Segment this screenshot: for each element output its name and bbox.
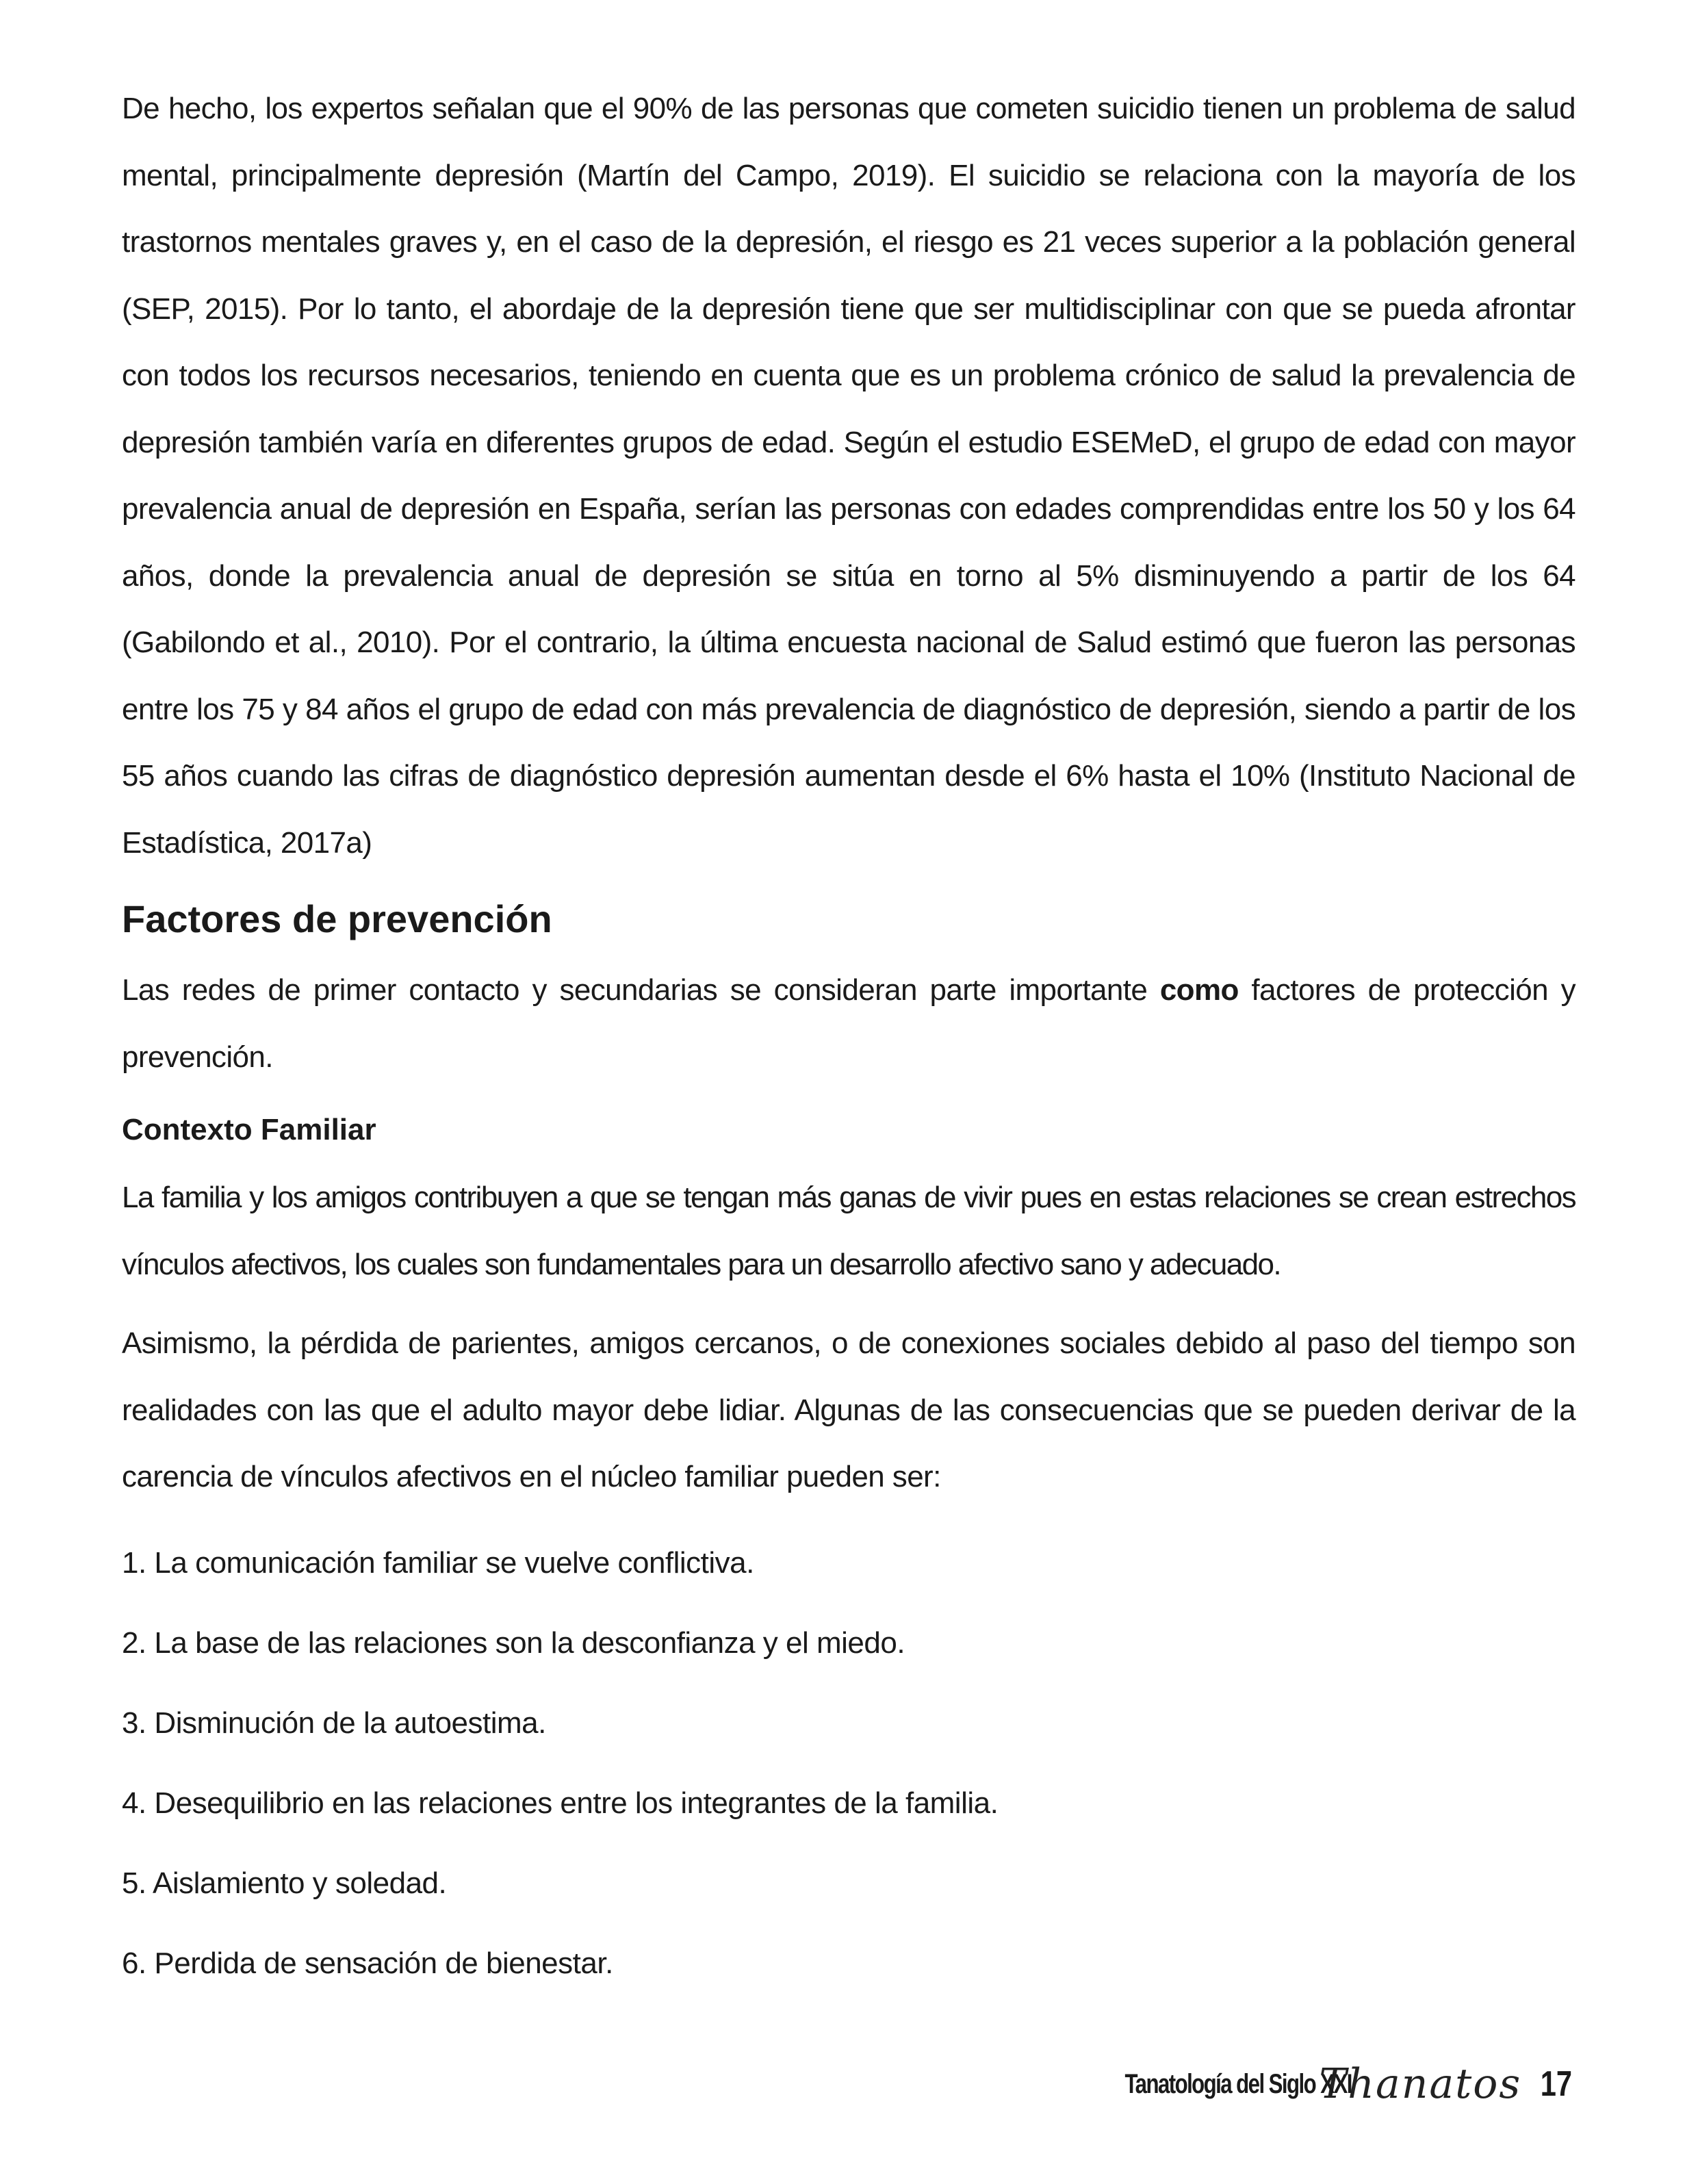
section-heading: Factores de prevención — [122, 897, 552, 940]
paragraph-loss-consequences: Asimismo, la pérdida de parientes, amigos cercanos, o de conexiones sociales debido al paso del tiempo son realidades con las que el adulto mayor debe lidiar. Algunas de las consecuencias que se pueden derivar de la carencia de vínculos afectivos en el núcleo familiar pueden ser: — [122, 1326, 1575, 1493]
paragraph-prevention-networks — [122, 957, 1575, 1090]
paragraph-prevention-bold-word: como — [1159, 973, 1239, 1007]
list-item: 3. Disminución de la autoestima. — [122, 1706, 546, 1740]
list-item: 2. La base de las relaciones son la desconfianza y el miedo. — [122, 1626, 905, 1660]
page-body — [122, 75, 1575, 2003]
paragraph-prevention-text-end: factores de protección y prevención. — [122, 973, 1575, 1074]
footer-logo: Thanatos — [1319, 2060, 1522, 2108]
paragraph-family-friends: La familia y los amigos contribuyen a que se tengan más ganas de vivir pues en estas relaciones se crean estrechos vínculos afectivos, los cuales son fundamentales para un desarrollo afectivo sano y adecuado. — [122, 1181, 1575, 1281]
list-item: 5. Aislamiento y soledad. — [122, 1866, 447, 1900]
footer-journal-title: Tanatología del Siglo XXI — [1124, 2068, 1352, 2099]
page-number: 17 — [1540, 2064, 1573, 2104]
sub-heading: Contexto Familiar — [122, 1113, 376, 1146]
list-item: 1. La comunicación familiar se vuelve conflictiva. — [122, 1545, 754, 1580]
list-item: 4. Desequilibrio en las relaciones entre los integrantes de la familia. — [122, 1786, 999, 1820]
consequences-list — [122, 1523, 1575, 2003]
page-footer — [1061, 2057, 1576, 2111]
paragraph-prevention-text-start: Las redes de primer contacto y secundarias se consideran parte importante — [122, 973, 1160, 1007]
paragraph-depression-statistics: De hecho, los expertos señalan que el 90% de las personas que cometen suicidio tienen un problema de salud mental, principalmente depresión (Martín del Campo, 2019). El suicidio se relaciona con la mayoría de los trastornos mentales graves y, en el caso de la depresión, el riesgo es 21 veces superior a la población general (SEP, 2015). Por lo tanto, el abordaje de la depresión tiene que ser multidisciplinar con que se pueda afrontar con todos los recursos necesarios, teniendo en cuenta que es un problema crónico de salud la prevalencia de depresión también varía en diferentes grupos de edad. Según el estudio ESEMeD, el grupo de edad con mayor prevalencia anual de depresión en España, serían las personas con edades comprendidas entre los 50 y los 64 años, donde la prevalencia anual de depresión se sitúa en torno al 5% disminuyendo a partir de los 64 (Gabilondo et al., 2010). Por el contrario, la última encuesta nacional de Salud estimó que fueron las personas entre los 75 y 84 años el grupo de edad con más prevalencia de diagnóstico de depresión, siendo a partir de los 55 años cuando las cifras de diagnóstico depresión aumentan desde el 6% hasta el 10% (Instituto Nacional de Estadística, 2017a) — [122, 92, 1575, 860]
list-item: 6. Perdida de sensación de bienestar. — [122, 1946, 613, 1980]
